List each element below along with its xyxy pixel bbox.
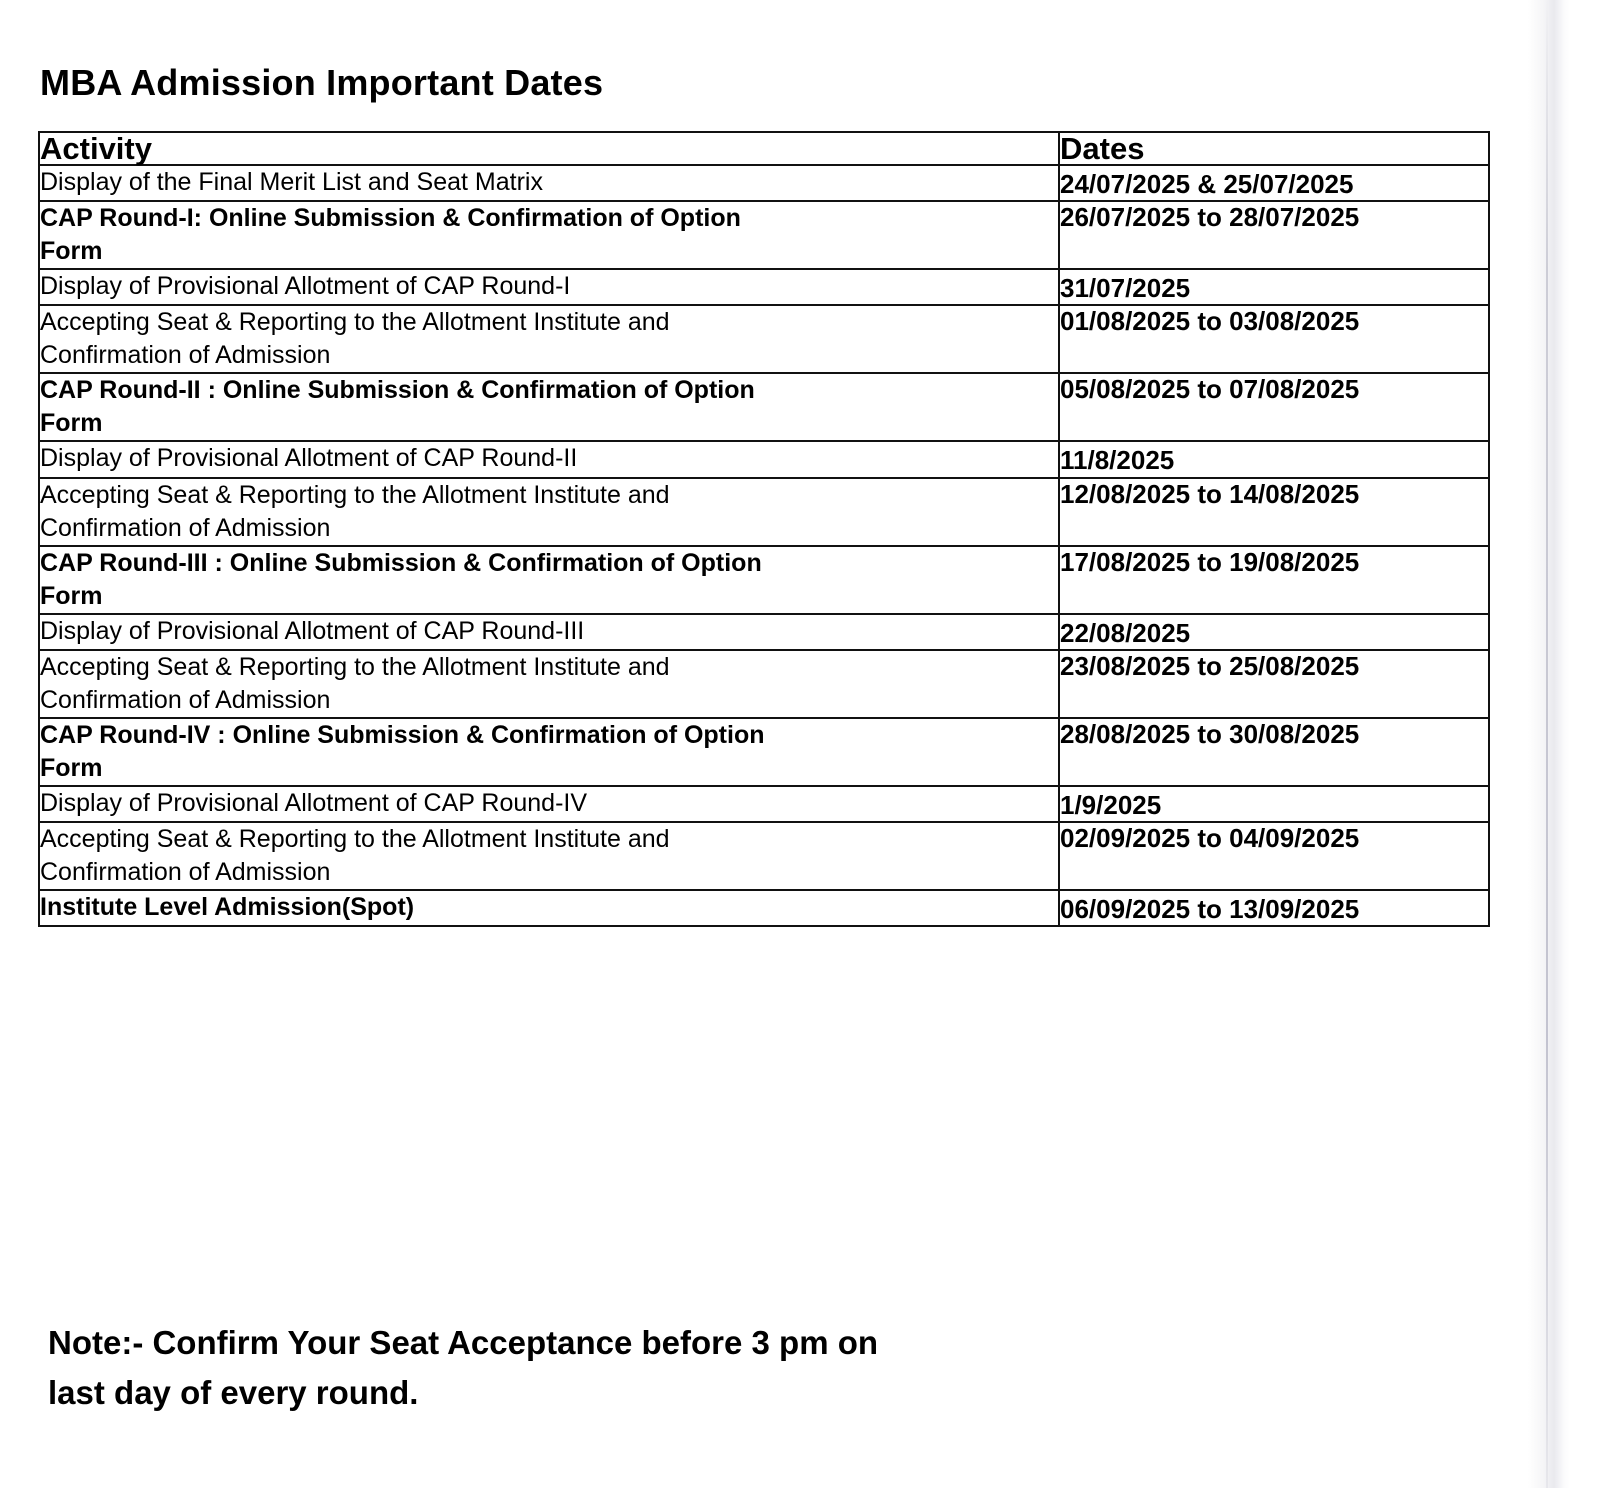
table-body [39, 165, 1489, 926]
table-header-row [39, 132, 1489, 165]
cell-date [1059, 269, 1489, 305]
cell-activity [39, 546, 1059, 614]
table-row [39, 614, 1489, 650]
cell-activity [39, 373, 1059, 441]
table-header [39, 132, 1489, 165]
cell-date [1059, 786, 1489, 822]
cell-activity [39, 165, 1059, 201]
activity-line: Confirmation of Admission [40, 341, 331, 370]
page-title: MBA Admission Important Dates [40, 62, 604, 104]
cell-activity [39, 786, 1059, 822]
cell-activity [39, 201, 1059, 269]
cell-date [1059, 165, 1489, 201]
activity-line: Form [40, 753, 103, 782]
scan-page-fold-line [1546, 0, 1548, 1488]
activity-line: Display of Provisional Allotment of CAP Round-I [40, 272, 571, 301]
date-value: 06/09/2025 to 13/09/2025 [1060, 893, 1360, 924]
date-value: 31/07/2025 [1060, 273, 1191, 304]
table-row [39, 165, 1489, 201]
cell-date [1059, 718, 1489, 786]
table-row [39, 201, 1489, 269]
activity-line: Accepting Seat & Reporting to the Allotment Institute and [40, 652, 670, 681]
table-row [39, 718, 1489, 786]
activity-line: CAP Round-II : Online Submission & Confirmation of Option [40, 376, 755, 405]
date-value: 05/08/2025 to 07/08/2025 [1060, 374, 1360, 405]
cell-date [1059, 822, 1489, 890]
note-text [48, 1318, 1148, 1418]
cell-date [1059, 650, 1489, 718]
activity-line: Accepting Seat & Reporting to the Allotment Institute and [40, 480, 670, 509]
table-row [39, 890, 1489, 926]
column-header-activity: Activity [39, 132, 1059, 165]
activity-line: Form [40, 581, 103, 610]
table-row [39, 441, 1489, 477]
activity-line: Institute Level Admission(Spot) [40, 892, 415, 921]
date-value: 11/8/2025 [1060, 445, 1175, 476]
activity-line: Display of Provisional Allotment of CAP Round-IV [40, 788, 588, 817]
date-value: 17/08/2025 to 19/08/2025 [1060, 546, 1360, 577]
cell-activity [39, 890, 1059, 926]
note-line: Note:- Confirm Your Seat Acceptance before 3 pm on [48, 1324, 879, 1361]
activity-line: Form [40, 409, 103, 438]
important-dates-table [38, 131, 1490, 927]
cell-activity [39, 305, 1059, 373]
date-value: 23/08/2025 to 25/08/2025 [1060, 650, 1360, 681]
cell-date [1059, 305, 1489, 373]
activity-line: Confirmation of Admission [40, 685, 331, 714]
date-value: 28/08/2025 to 30/08/2025 [1060, 718, 1360, 749]
activity-line: CAP Round-III : Online Submission & Confirmation of Option [40, 548, 762, 577]
table-row [39, 822, 1489, 890]
important-dates-table-container [38, 131, 1488, 927]
date-value: 01/08/2025 to 03/08/2025 [1060, 306, 1360, 337]
cell-date [1059, 614, 1489, 650]
table-row [39, 269, 1489, 305]
date-value: 24/07/2025 & 25/07/2025 [1060, 169, 1354, 199]
activity-line: Form [40, 237, 103, 266]
cell-activity [39, 822, 1059, 890]
cell-date [1059, 201, 1489, 269]
date-value: 22/08/2025 [1060, 617, 1191, 648]
table-row [39, 786, 1489, 822]
activity-line: Display of Provisional Allotment of CAP Round-II [40, 444, 578, 473]
activity-line: CAP Round-I: Online Submission & Confirmation of Option [40, 204, 741, 233]
table-row [39, 546, 1489, 614]
activity-line: Accepting Seat & Reporting to the Allotment Institute and [40, 308, 670, 337]
cell-date [1059, 478, 1489, 546]
date-value: 26/07/2025 to 28/07/2025 [1060, 202, 1360, 233]
activity-line: Accepting Seat & Reporting to the Allotment Institute and [40, 824, 670, 853]
cell-date [1059, 546, 1489, 614]
cell-activity [39, 441, 1059, 477]
table-row [39, 373, 1489, 441]
cell-date [1059, 890, 1489, 926]
cell-date [1059, 373, 1489, 441]
table-row [39, 305, 1489, 373]
scan-page-edge [1528, 0, 1570, 1488]
activity-line: CAP Round-IV : Online Submission & Confirmation of Option [40, 720, 765, 749]
date-value: 12/08/2025 to 14/08/2025 [1060, 478, 1360, 509]
cell-activity [39, 650, 1059, 718]
note-line: last day of every round. [48, 1374, 419, 1412]
cell-activity [39, 718, 1059, 786]
cell-activity [39, 478, 1059, 546]
table-row [39, 478, 1489, 546]
column-header-dates: Dates [1059, 132, 1489, 165]
date-value: 1/9/2025 [1060, 789, 1162, 820]
cell-activity [39, 269, 1059, 305]
activity-line: Display of the Final Merit List and Seat Matrix [40, 168, 543, 196]
cell-activity [39, 614, 1059, 650]
table-row [39, 650, 1489, 718]
activity-line: Display of Provisional Allotment of CAP Round-III [40, 616, 585, 645]
activity-line: Confirmation of Admission [40, 857, 331, 886]
activity-line: Confirmation of Admission [40, 513, 331, 542]
date-value: 02/09/2025 to 04/09/2025 [1060, 822, 1360, 853]
cell-date [1059, 441, 1489, 477]
